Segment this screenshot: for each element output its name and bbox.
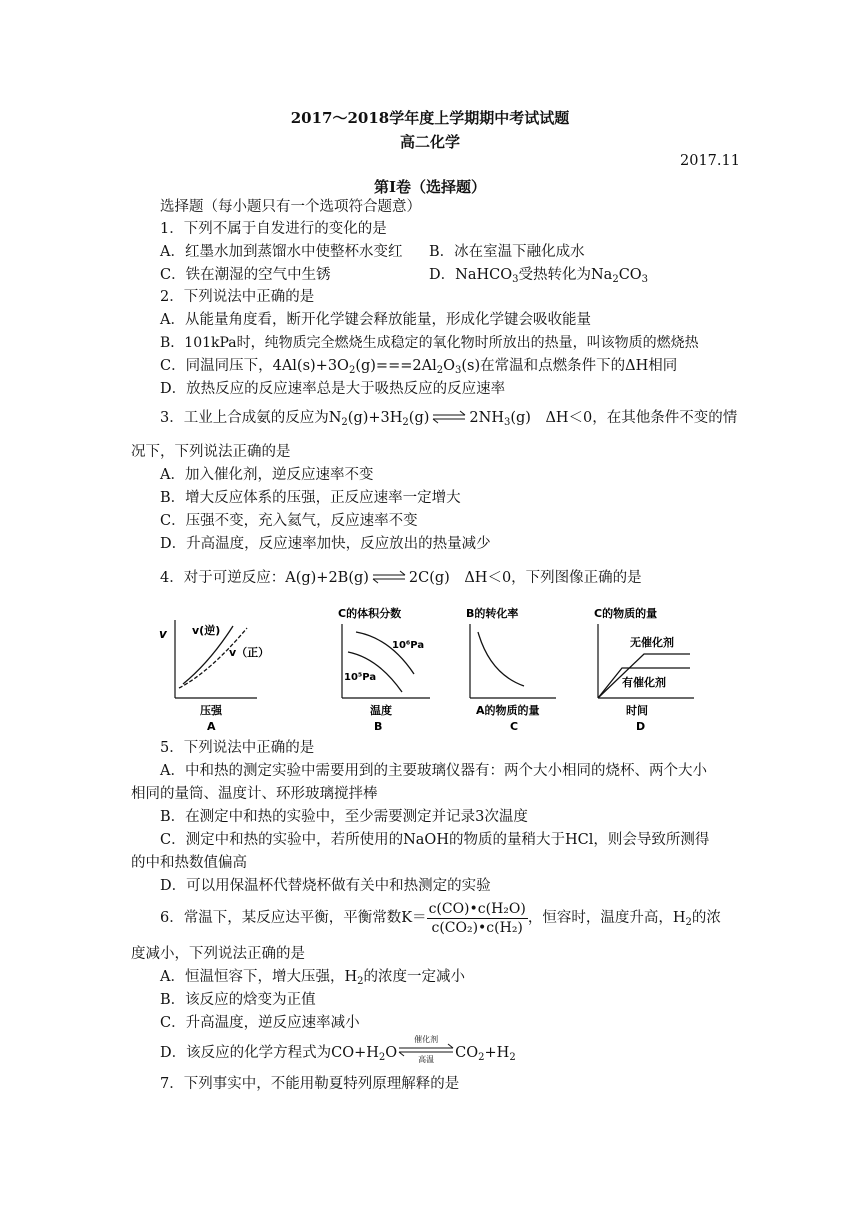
graph-c-xlabel: A的物质的量 (476, 704, 540, 717)
graph-a-curve1-label: v(逆) (192, 624, 221, 637)
graph-c-title: B的转化率 (466, 607, 519, 620)
q4-stem: 4．对于可逆反应：A(g)+2B(g) 2C(g) ΔH＜0，下列图像正确的是 (160, 570, 642, 586)
q5-stem: 5．下列说法中正确的是 (160, 740, 315, 756)
q1-option-c: C．铁在潮湿的空气中生锈 (160, 267, 331, 283)
q5-option-c-line2: 的中和热数值偏高 (131, 855, 247, 871)
q3-stem-cont: 况下，下列说法正确的是 (131, 444, 291, 460)
q2-option-d: D．放热反应的反应速率总是大于吸热反应的反应速率 (160, 381, 506, 397)
graph-b (330, 604, 440, 736)
q3-option-c: C．压强不变，充入氦气，反应速率不变 (160, 513, 418, 529)
graph-a-ylabel: v (159, 627, 167, 641)
q2-stem: 2．下列说法中正确的是 (160, 289, 315, 305)
graph-d-xlabel: 时间 (626, 704, 648, 717)
q3-option-a: A．加入催化剂，逆反应速率不变 (160, 467, 374, 483)
graph-b-curve1-label: 10⁶Pa (392, 640, 425, 651)
equilibrium-constant-fraction: $\frac{\text{c(CO)•c(H₂O)}}{\text{c(CO₂)•c(H₂)}}$ (428, 900, 526, 936)
exam-title: 2017～2018学年度上学期期中考试试题 (290, 109, 570, 127)
graph-d (586, 604, 706, 736)
equilibrium-arrow-icon (371, 570, 407, 584)
graph-c-curve (478, 632, 524, 686)
q2-option-c: C．同温同压下，$4Al(s)+3O_2(g)===2Al_2O_3(s)$在常温和点燃条件下的ΔH相同 (160, 358, 678, 376)
q2-option-a: A．从能量角度看，断开化学键会释放能量，形成化学键会吸收能量 (160, 312, 591, 328)
section-instruction: 选择题（每小题只有一个选项符合题意） (160, 199, 421, 215)
exam-date: 2017.11 (680, 153, 740, 169)
subject-title: 高二化学 (399, 133, 460, 151)
graph-b-xlabel: 温度 (370, 704, 392, 717)
catalyzed-equilibrium-arrow: 催化剂 高温 (397, 1041, 455, 1061)
graph-c-letter: C (510, 720, 519, 733)
q6-stem: 6．常温下，某反应达平衡，平衡常数K＝ $\frac{\text{c(CO)•c(H₂O)}}{\text{c(CO₂)•c(H₂)}}$ ，恒容时，温度升高，$H_2$的浓 (160, 900, 721, 936)
graph-d-curve1-label: 无催化剂 (630, 636, 674, 649)
q3-option-b: B．增大反应体系的压强，正反应速率一定增大 (160, 490, 461, 506)
graph-b-title: C的体积分数 (338, 607, 402, 620)
q1-option-a: A．红墨水加到蒸馏水中使整杯水变红 (160, 244, 403, 260)
q3-option-d: D．升高温度，反应速率加快，反应放出的热量减少 (160, 536, 491, 552)
graph-b-curve2-label: 10⁵Pa (344, 672, 377, 683)
graph-b-letter: B (374, 720, 383, 733)
graph-a-letter: A (207, 720, 216, 733)
graph-d-curve2-label: 有催化剂 (622, 676, 666, 689)
graph-d-letter: D (636, 720, 646, 733)
q2-option-b: B．101kPa时，纯物质完全燃烧生成稳定的氧化物时所放出的热量，叫该物质的燃烧热 (160, 335, 699, 351)
q1-option-d: D．NaHCO$_3$受热转化为$Na_2CO_3$ (429, 267, 649, 285)
q6-option-d: D．该反应的化学方程式为$CO+H_2O$ 催化剂 高温 $CO_2+H_2$ (160, 1035, 516, 1064)
q5-option-a-line1: A．中和热的测定实验中需要用到的主要玻璃仪器有：两个大小相同的烧杯、两个大小 (160, 763, 707, 779)
graph-c (460, 604, 570, 736)
graph-d-title: C的物质的量 (594, 607, 658, 620)
q1-stem: 1．下列不属于自发进行的变化的是 (160, 221, 387, 237)
graph-b-curve-high-p (356, 632, 414, 674)
q5-option-c-line1: C．测定中和热的实验中，若所使用的NaOH的物质的量稍大于HCl，则会导致所测得 (160, 832, 710, 848)
q3-stem: 3．工业上合成氨的反应为$N_2(g)+3H_2(g)$ $2NH_3(g)$ ΔH＜0，在其他条件不变的情 (160, 410, 738, 428)
q5-option-a-line2: 相同的量筒、温度计、环形玻璃搅拌棒 (131, 786, 378, 802)
graph-a-curve2-label: v（正） (229, 646, 270, 659)
graph-a (155, 612, 270, 736)
q7-stem: 7．下列事实中，不能用勒夏特列原理解释的是 (160, 1076, 460, 1092)
section-title: 第Ⅰ卷（选择题） (373, 178, 487, 196)
equilibrium-arrow-icon (431, 410, 467, 424)
q6-option-b: B．该反应的焓变为正值 (160, 992, 316, 1008)
q6-stem-cont: 度减小，下列说法正确的是 (131, 946, 305, 962)
q5-option-d: D．可以用保温杯代替烧杯做有关中和热测定的实验 (160, 878, 491, 894)
q5-option-b: B．在测定中和热的实验中，至少需要测定并记录3次温度 (160, 809, 528, 825)
q1-option-b: B．冰在室温下融化成水 (429, 244, 585, 260)
q6-option-c: C．升高温度，逆反应速率减小 (160, 1015, 360, 1031)
q6-option-a: A．恒温恒容下，增大压强，$H_2$的浓度一定减小 (160, 969, 465, 987)
graph-a-xlabel: 压强 (200, 704, 222, 717)
